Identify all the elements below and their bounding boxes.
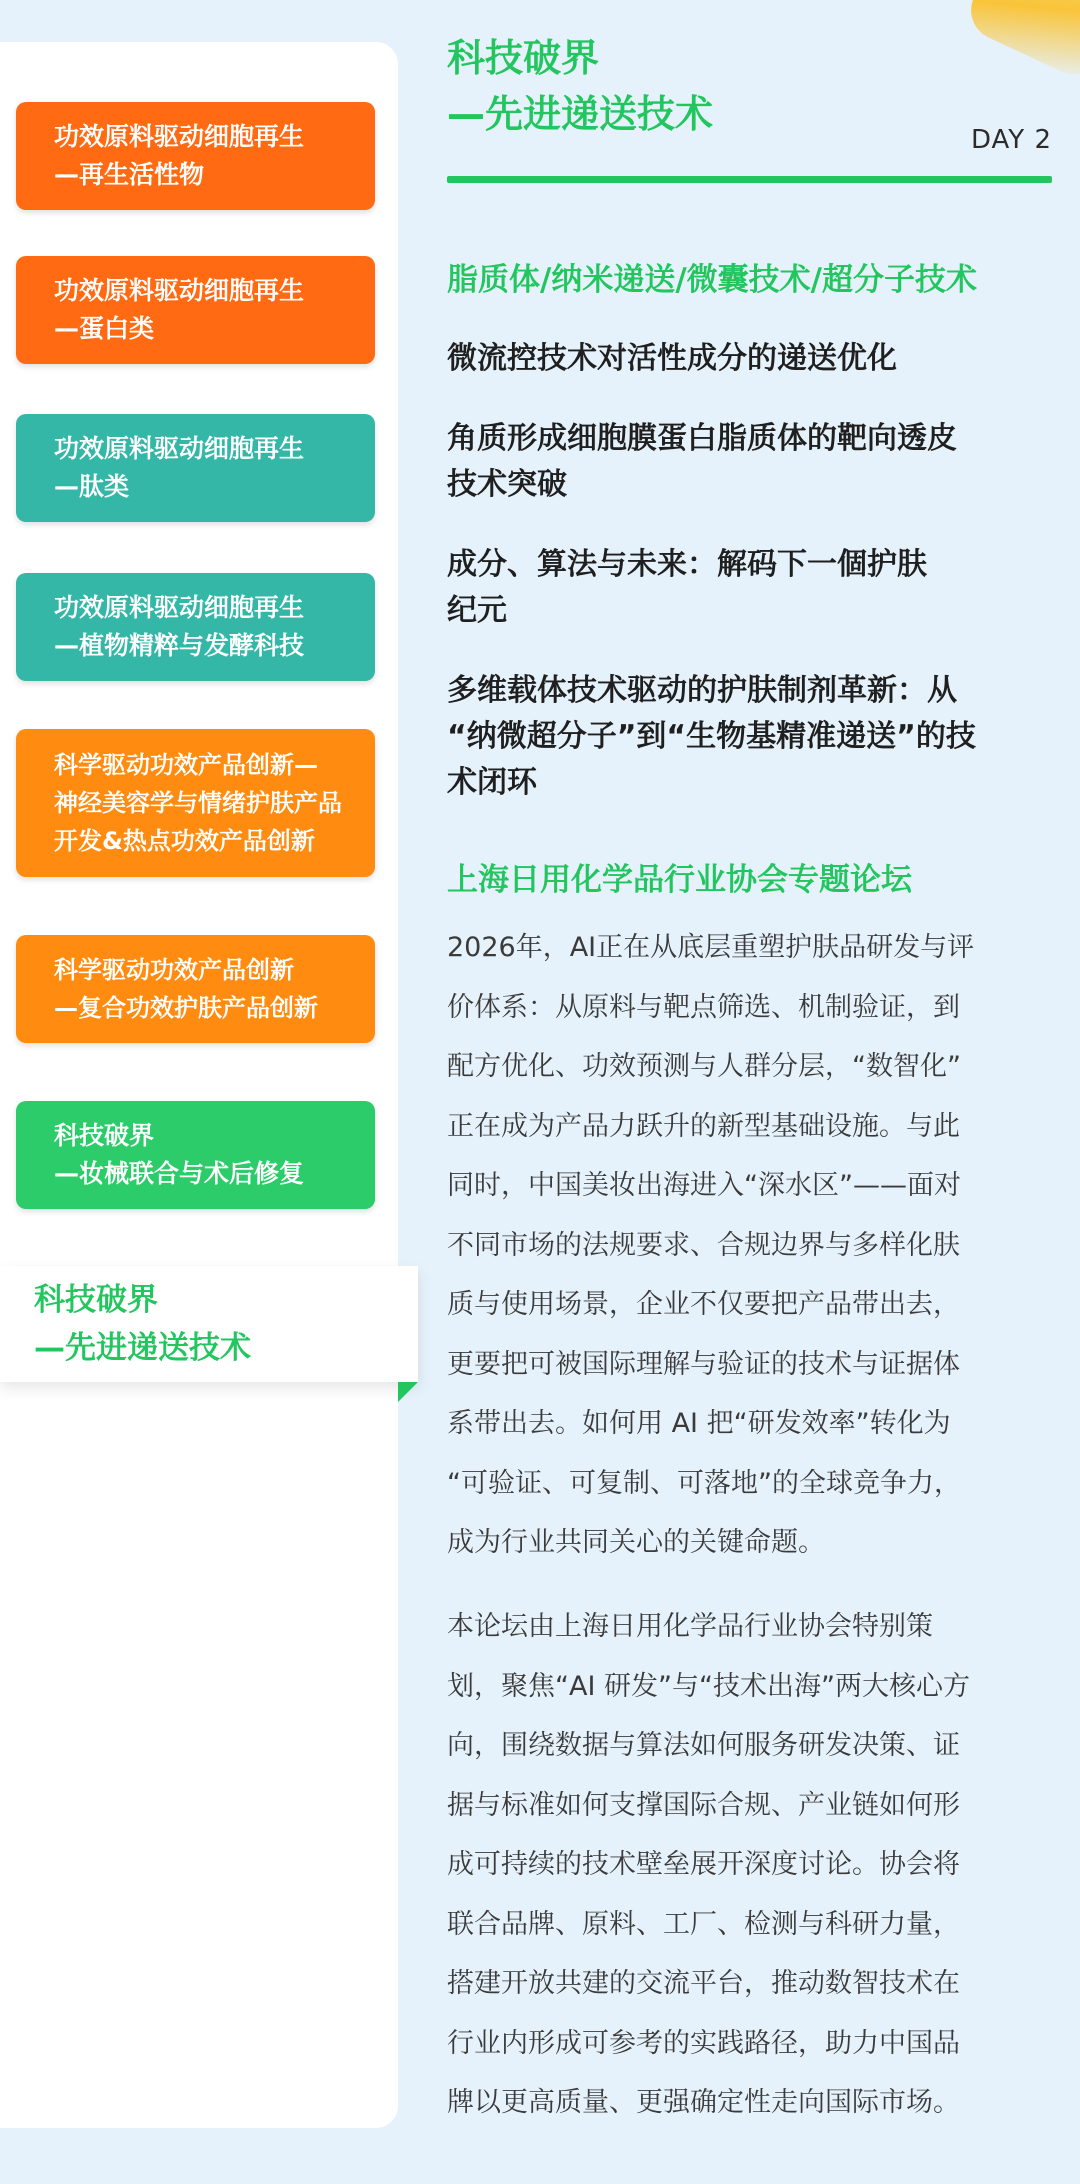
tech-tags: 脂质体/纳米递送/微囊技术/超分子技术 [447, 262, 977, 298]
sidebar-item-label: 科技破界 [34, 1282, 158, 1318]
active-tab-fold [398, 1382, 418, 1402]
page-title-line: 科技破界 [447, 36, 600, 80]
topic-line: 角质形成细胞膜蛋白脂质体的靶向透皮 [447, 421, 957, 456]
sidebar-item-regenerative-actives[interactable] [16, 102, 375, 210]
topic-item [447, 542, 1057, 634]
sidebar-item-botanicals-fermentation[interactable] [16, 573, 375, 681]
sidebar-item-neurocosmetics[interactable] [16, 729, 375, 877]
sidebar-item-label: 功效原料驱动细胞再生 [54, 122, 305, 151]
paragraph-line: 向，围绕数据与算法如何服务研发决策、证 [447, 1730, 960, 1761]
sidebar-item-label: 功效原料驱动细胞再生 [54, 276, 305, 305]
topics-section [447, 230, 1057, 840]
topic-item [447, 668, 1057, 806]
sidebar-item-sublabel: 开发&热点功效产品创新 [54, 827, 315, 855]
forum-paragraph-1 [447, 918, 1057, 1573]
paragraph-line: 2026年，AI正在从底层重塑护肤品研发与评 [447, 932, 975, 963]
day-label: DAY 2 [970, 125, 1052, 155]
paragraph-line: 正在成为产品力跃升的新型基础设施。与此 [447, 1110, 960, 1142]
forum-title: 上海日用化学品行业协会专题论坛 [447, 862, 912, 898]
paragraph-line: 据与标准如何支撑国际合规、产业链如何形 [447, 1789, 960, 1821]
topic-line: 术闭环 [447, 765, 537, 800]
sidebar-item-sublabel: —复合功效护肤产品创新 [54, 994, 318, 1022]
sidebar-item-proteins[interactable] [16, 256, 375, 364]
paragraph-line: 质与使用场景，企业不仅要把产品带出去， [447, 1289, 960, 1320]
paragraph-line: 划，聚焦“AI 研发”与“技术出海”两大核心方 [447, 1670, 970, 1702]
paragraph-line: 行业内形成可参考的实践路径，助力中国品 [447, 2027, 960, 2059]
sidebar-item-label: 科学驱动功效产品创新— [54, 751, 318, 779]
topic-line: 技术突破 [447, 467, 567, 502]
title-divider [447, 176, 1052, 183]
sidebar-item-advanced-delivery-active[interactable] [0, 1266, 418, 1382]
sidebar-item-multi-efficacy[interactable] [16, 935, 375, 1043]
topic-line: 多维载体技术驱动的护肤制剂革新：从 [447, 673, 957, 708]
paragraph-line: 系带出去。如何用 AI 把“研发效率”转化为 [447, 1408, 951, 1439]
paragraph-line: 搭建开放共建的交流平台，推动数智技术在 [447, 1968, 960, 1999]
paragraph-line: 联合品牌、原料、工厂、检测与科研力量， [447, 1908, 960, 1940]
sidebar-item-peptides[interactable] [16, 414, 375, 522]
sidebar-item-postop-repair[interactable] [16, 1101, 375, 1209]
sidebar-item-label: 科学驱动功效产品创新 [54, 956, 294, 984]
sidebar-item-sublabel: —妆械联合与术后修复 [54, 1159, 305, 1188]
topic-item [447, 336, 1057, 382]
main-content [447, 30, 1052, 2118]
forum-paragraph-2 [447, 1597, 1057, 2133]
paragraph-line: “可验证、可复制、可落地”的全球竞争力， [447, 1467, 961, 1499]
sidebar-item-sublabel: —蛋白类 [54, 314, 155, 343]
topic-line: 纪元 [447, 593, 507, 628]
topic-line: “纳微超分子”到“生物基精准递送”的技 [447, 719, 976, 754]
paragraph-line: 本论坛由上海日用化学品行业协会特别策 [447, 1611, 933, 1642]
paragraph-line: 价体系：从原料与靶点筛选、机制验证，到 [447, 991, 960, 1023]
sidebar-item-sublabel: 神经美容学与情绪护肤产品 [54, 789, 342, 817]
topic-line: 成分、算法与未来：解码下一個护肤 [447, 547, 927, 582]
sidebar-item-label: 科技破界 [54, 1121, 155, 1150]
paragraph-line: 不同市场的法规要求、合规边界与多样化肤 [447, 1229, 960, 1261]
topic-item [447, 416, 1057, 508]
topic-line: 微流控技术对活性成分的递送优化 [447, 341, 897, 376]
paragraph-line: 配方优化、功效预测与人群分层，“数智化” [447, 1051, 961, 1082]
sidebar-item-sublabel: —植物精粹与发酵科技 [54, 631, 305, 660]
paragraph-line: 同时，中国美妆出海进入“深水区”——面对 [447, 1170, 961, 1201]
sidebar-item-sublabel: —先进递送技术 [34, 1330, 251, 1366]
page-title [447, 30, 1052, 142]
paragraph-line: 成为行业共同关心的关键命题。 [447, 1527, 825, 1558]
sidebar-item-label: 功效原料驱动细胞再生 [54, 593, 305, 622]
paragraph-line: 牌以更高质量、更强确定性走向国际市场。 [447, 2087, 960, 2118]
sidebar-item-sublabel: —肽类 [54, 472, 130, 501]
paragraph-line: 更要把可被国际理解与验证的技术与证据体 [447, 1348, 960, 1380]
sidebar-item-sublabel: —再生活性物 [54, 160, 205, 189]
sidebar-item-label: 功效原料驱动细胞再生 [54, 434, 305, 463]
paragraph-line: 成可持续的技术壁垒展开深度讨论。协会将 [447, 1849, 960, 1880]
page-title-line: —先进递送技术 [447, 92, 714, 136]
